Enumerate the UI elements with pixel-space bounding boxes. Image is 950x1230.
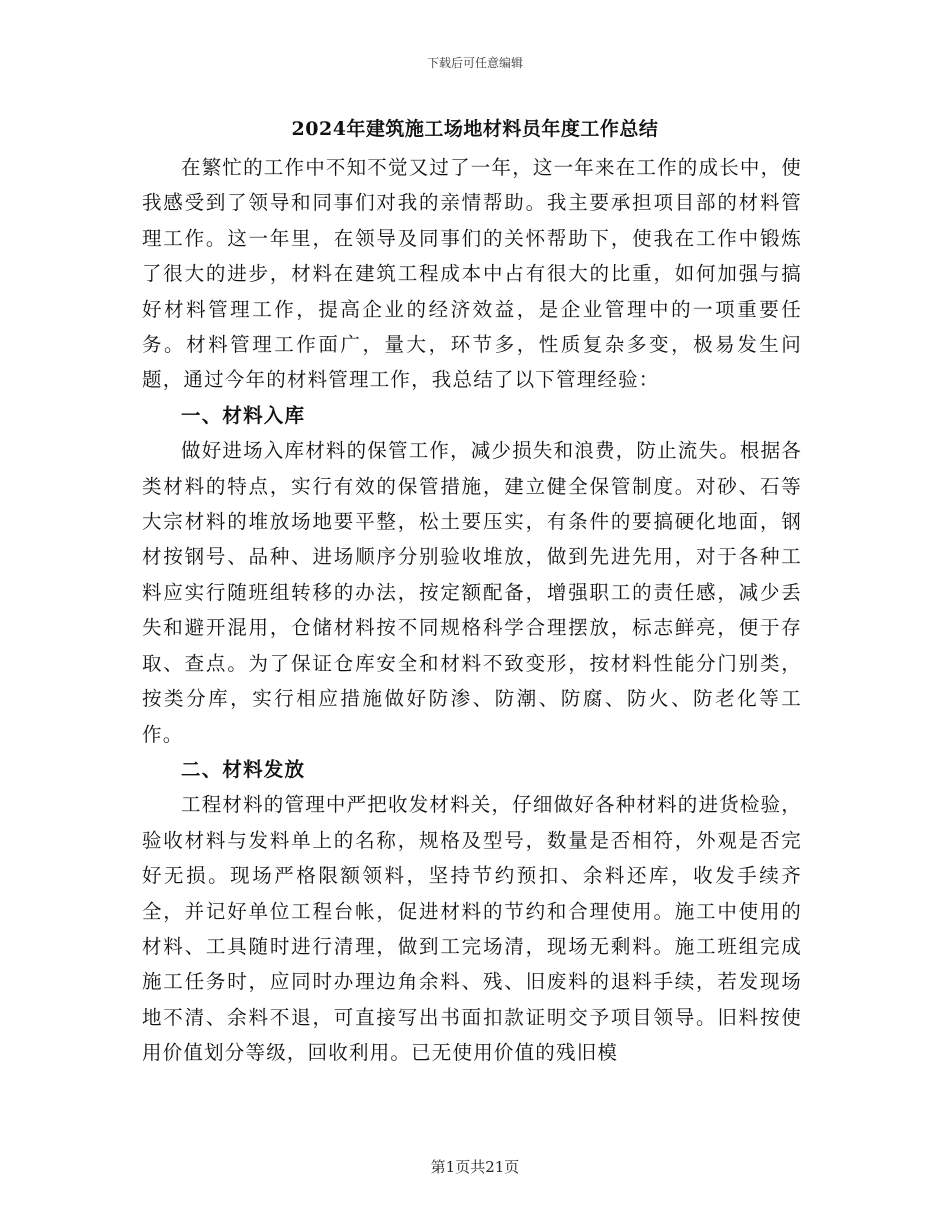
page-number-footer: 第1页共21页 [430, 1158, 520, 1176]
intro-paragraph: 在繁忙的工作中不知不觉又过了一年，这一年来在工作的成长中，使我感受到了领导和同事们对我的亲情帮助。我主要承担项目部的材料管理工作。这一年里，在领导及同事们的关怀帮助下，使我在工作中锻炼了很大的进步，材料在建筑工程成本中占有很大的比重，如何加强与搞好材料管理工作，提高企业的经济效益，是企业管理中的一项重要任务。材料管理工作面广，量大，环节多，性质复杂多变，极易发生问题，通过今年的材料管理工作，我总结了以下管理经验： [142, 156, 803, 392]
header-note: 下载后可任意编辑 [426, 56, 523, 70]
section-paragraph-material-storage: 做好进场入库材料的保管工作，减少损失和浪费，防止流失。根据各类材料的特点，实行有效的保管措施，建立健全保管制度。对砂、石等大宗材料的堆放场地要平整，松土要压实，有条件的要搞硬化地面，钢材按钢号、品种、进场顺序分别验收堆放，做到先进先用，对于各种工料应实行随班组转移的办法，按定额配备，增强职工的责任感，减少丢失和避开混用，仓储材料按不同规格科学合理摆放，标志鲜亮，便于存取、查点。为了保证仓库安全和材料不致变形，按材料性能分门别类，按类分库，实行相应措施做好防渗、防潮、防腐、防火、防老化等工作。 [142, 439, 803, 746]
section-heading-material-storage: 一、材料入库 [181, 403, 306, 427]
document-title: 2024年建筑施工场地材料员年度工作总结 [291, 118, 659, 140]
section-heading-material-issuing: 二、材料发放 [181, 757, 306, 781]
document-body [142, 150, 802, 1071]
section-paragraph-material-issuing: 工程材料的管理中严把收发材料关，仔细做好各种材料的进货检验，验收材料与发料单上的名称，规格及型号，数量是否相符，外观是否完好无损。现场严格限额领料，坚持节约预扣、余料还库，收发手续齐全，并记好单位工程台帐，促进材料的节约和合理使用。施工中使用的材料、工具随时进行清理，做到工完场清，现场无剩料。施工班组完成施工任务时，应同时办理边角余料、残、旧废料的退料手续，若发现场地不清、余料不退，可直接写出书面扣款证明交予项目领导。旧料按使用价值划分等级，回收利用。已无使用价值的残旧模 [142, 793, 803, 1065]
